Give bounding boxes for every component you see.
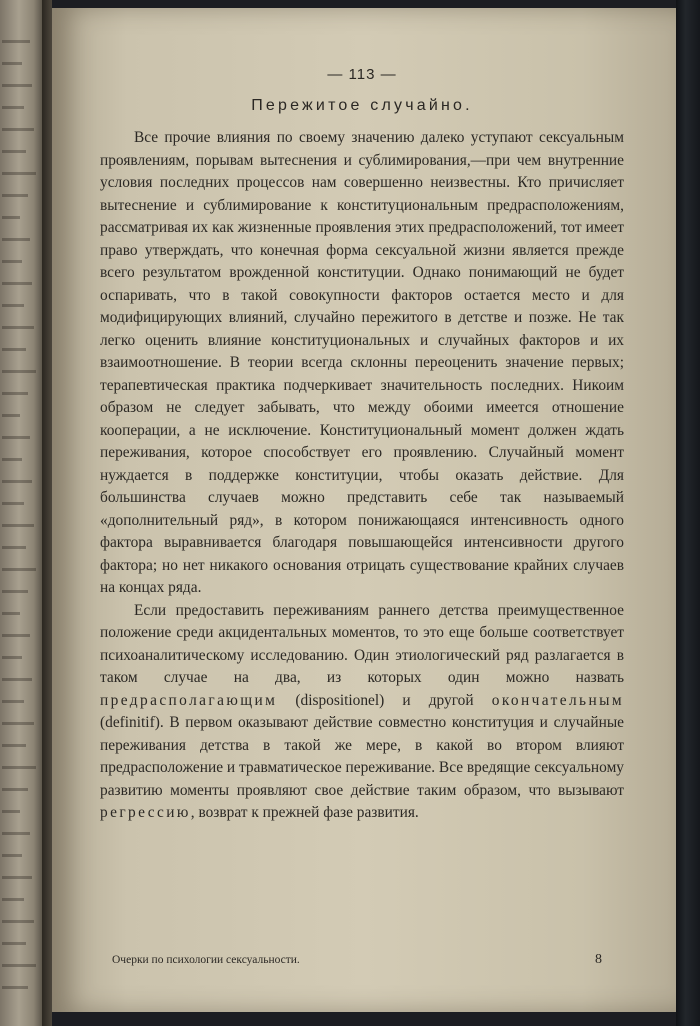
running-title: Очерки по психологии сексуальности. xyxy=(112,954,300,966)
ghost-text-line xyxy=(2,216,20,219)
ghost-text-line xyxy=(2,986,28,989)
ghost-text-line xyxy=(2,568,36,571)
ghost-text-line xyxy=(2,392,28,395)
ghost-text-line xyxy=(2,150,26,153)
paragraph-text: Все прочие влияния по своему значению далеко уступают сексуальным проявлениям, порывам вытеснения и сублимирования,—при чем внутренние условия последних процессов нам совершенно неизвестны. Кто причисляет вытеснение и сублимирование к конституциональным предрасположениям, рассматривая их как жизненные проявления этих предрасположений, тот имеет право утверждать, что конечная форма сексуальной жизни является прежде всего результатом врожденной конституции. Однако понимающий не будет оспаривать, что в такой совокупности факторов остается место и для модифицирующих влияний, случайно пережитого в детстве и позже. Не так легко оценить влияние конституциональных и случайных факторов и их взаимоотношение. В теории всегда склонны переоценить значение первых; терапевтическая практика подчеркивает значительность последних. Никоим образом не следует забывать, что между обоими имеется отношение кооперации, а не исключение. Конституциональный момент должен ждать переживания, которое способствует его проявлению. Случайный момент нуждается в поддержке конституции, чтобы оказать действие. Для большинства случаев можно представить себе так называемый «дополнительный ряд», в котором понижающаяся интенсивность одного фактора выравнивается благодаря повышающейся интенсивности другого фактора; но нет никакого основания отрицать существование крайних случаев на концах ряда. xyxy=(100,129,624,596)
ghost-text-line xyxy=(2,546,26,549)
ghost-text-line xyxy=(2,788,28,791)
ghost-text-line xyxy=(2,634,30,637)
ghost-text-line xyxy=(2,854,22,857)
book-cover-edge xyxy=(676,0,700,1026)
ghost-text-line xyxy=(2,898,24,901)
paragraph-text: (definitif). В первом оказывают действие совместно конституция и случайные переживания детства в такой же мере, в какой во втором влияют предрасположение и травматическое переживание. Все вредящие сексуальному развитию моменты проявляют свое действие таким образом, что вызывают xyxy=(100,714,624,799)
page-text-block xyxy=(100,66,624,825)
ghost-text-line xyxy=(2,700,24,703)
body-text xyxy=(100,127,624,825)
ghost-text-line xyxy=(2,744,26,747)
left-page-edge xyxy=(0,0,42,1026)
section-heading: Пережитое случайно. xyxy=(251,97,473,114)
ghost-text-line xyxy=(2,260,22,263)
ghost-text-line xyxy=(2,722,34,725)
ghost-text-line xyxy=(2,84,32,87)
book-gutter xyxy=(42,0,52,1026)
ghost-text-line xyxy=(2,920,34,923)
ghost-text-line xyxy=(2,348,26,351)
ghost-text-line xyxy=(2,62,22,65)
ghost-text-line xyxy=(2,766,36,769)
ghost-text-line xyxy=(2,832,30,835)
ghost-text-line xyxy=(2,942,26,945)
spaced-emphasis-text: предрасполагающим xyxy=(100,691,278,709)
ghost-text-line xyxy=(2,414,20,417)
ghost-text-line xyxy=(2,370,36,373)
page-number: — 113 — xyxy=(327,66,397,83)
ghost-text-line xyxy=(2,678,32,681)
ghost-text-line xyxy=(2,106,24,109)
ghost-text-line xyxy=(2,964,36,967)
ghost-text-line xyxy=(2,810,20,813)
ghost-text-line xyxy=(2,590,28,593)
paragraph-text: Если предоставить переживаниям раннего детства преимущественное положение среди акцидентальных моментов, то это еще больше соответствует психоаналитическому исследованию. Один этиологический ряд разлагается в таком случае на два, из которых один можно назвать xyxy=(100,601,624,686)
ghost-text-line xyxy=(2,458,22,461)
ghost-text-line xyxy=(2,656,22,659)
spaced-emphasis-text: регрессию xyxy=(100,804,191,821)
ghost-text-line xyxy=(2,524,34,527)
paragraph-text: , возврат к прежней фазе развития. xyxy=(190,804,419,821)
ghost-text-line xyxy=(2,282,32,285)
ghost-text-line xyxy=(2,876,32,879)
ghost-text-line xyxy=(2,436,30,439)
ghost-text-line xyxy=(2,480,32,483)
ghost-text-line xyxy=(2,612,20,615)
book-page xyxy=(52,8,676,1012)
ghost-text-line xyxy=(2,128,34,131)
ghost-text-line xyxy=(2,326,34,329)
signature-mark: 8 xyxy=(595,952,602,967)
ghost-text-line xyxy=(2,194,28,197)
ghost-text-line xyxy=(2,40,30,43)
paragraph xyxy=(100,600,624,825)
ghost-text-line xyxy=(2,238,30,241)
ghost-text-line xyxy=(2,172,36,175)
paragraph-text: (dispositionel) и другой xyxy=(277,691,492,709)
ghost-text-line xyxy=(2,502,24,505)
paragraph xyxy=(100,127,624,600)
ghost-text-line xyxy=(2,304,24,307)
spaced-emphasis-text: окончательным xyxy=(491,691,624,709)
